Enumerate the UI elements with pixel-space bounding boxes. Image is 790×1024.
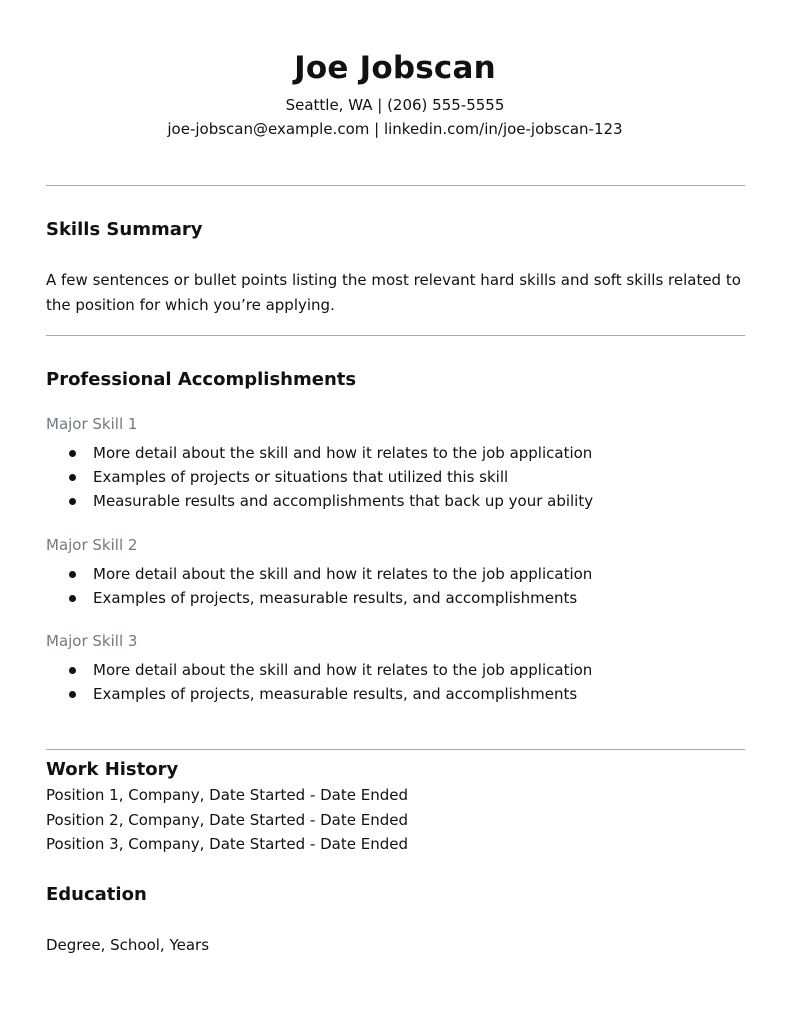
- list-item: More detail about the skill and how it relates to the job application: [46, 658, 592, 682]
- skill-3-bullets: [46, 658, 592, 706]
- list-item: More detail about the skill and how it relates to the job application: [46, 562, 592, 586]
- list-item: Position 1, Company, Date Started - Date Ended: [46, 786, 408, 804]
- header-divider: [46, 185, 745, 186]
- list-item: More detail about the skill and how it relates to the job application: [46, 441, 593, 465]
- skill-1-bullets: [46, 441, 593, 513]
- work-history-title: Work History: [46, 759, 179, 780]
- skills-summary-text: A few sentences or bullet points listing the most relevant hard skills and soft skills related to the position for which you’re applying.: [46, 271, 741, 314]
- work-history-list: [46, 783, 408, 857]
- education-title: Education: [46, 884, 147, 905]
- list-item: Degree, School, Years: [46, 936, 210, 954]
- email-linkedin: joe-jobscan@example.com | linkedin.com/in/joe-jobscan-123: [167, 120, 623, 138]
- accomplishments-divider: [46, 749, 745, 750]
- skill-heading-3: Major Skill 3: [46, 632, 138, 650]
- list-item: Examples of projects, measurable results, and accomplishments: [46, 682, 592, 706]
- list-item: Measurable results and accomplishments that back up your ability: [46, 489, 593, 513]
- resume-header: [0, 48, 790, 141]
- list-item: Examples of projects, measurable results, and accomplishments: [46, 586, 592, 610]
- list-item: Position 2, Company, Date Started - Date Ended: [46, 810, 408, 829]
- skill-heading-2: Major Skill 2: [46, 536, 138, 554]
- list-item: Examples of projects or situations that utilized this skill: [46, 465, 593, 489]
- education-list: [46, 933, 209, 958]
- skill-heading-1: Major Skill 1: [46, 415, 138, 433]
- skills-divider: [46, 335, 745, 336]
- location-phone: Seattle, WA | (206) 555-5555: [285, 96, 505, 114]
- candidate-name: Joe Jobscan: [294, 50, 496, 86]
- accomplishments-title: Professional Accomplishments: [46, 369, 357, 390]
- skills-summary-title: Skills Summary: [46, 219, 203, 240]
- skill-2-bullets: [46, 562, 592, 610]
- list-item: Position 3, Company, Date Started - Date Ended: [46, 835, 408, 853]
